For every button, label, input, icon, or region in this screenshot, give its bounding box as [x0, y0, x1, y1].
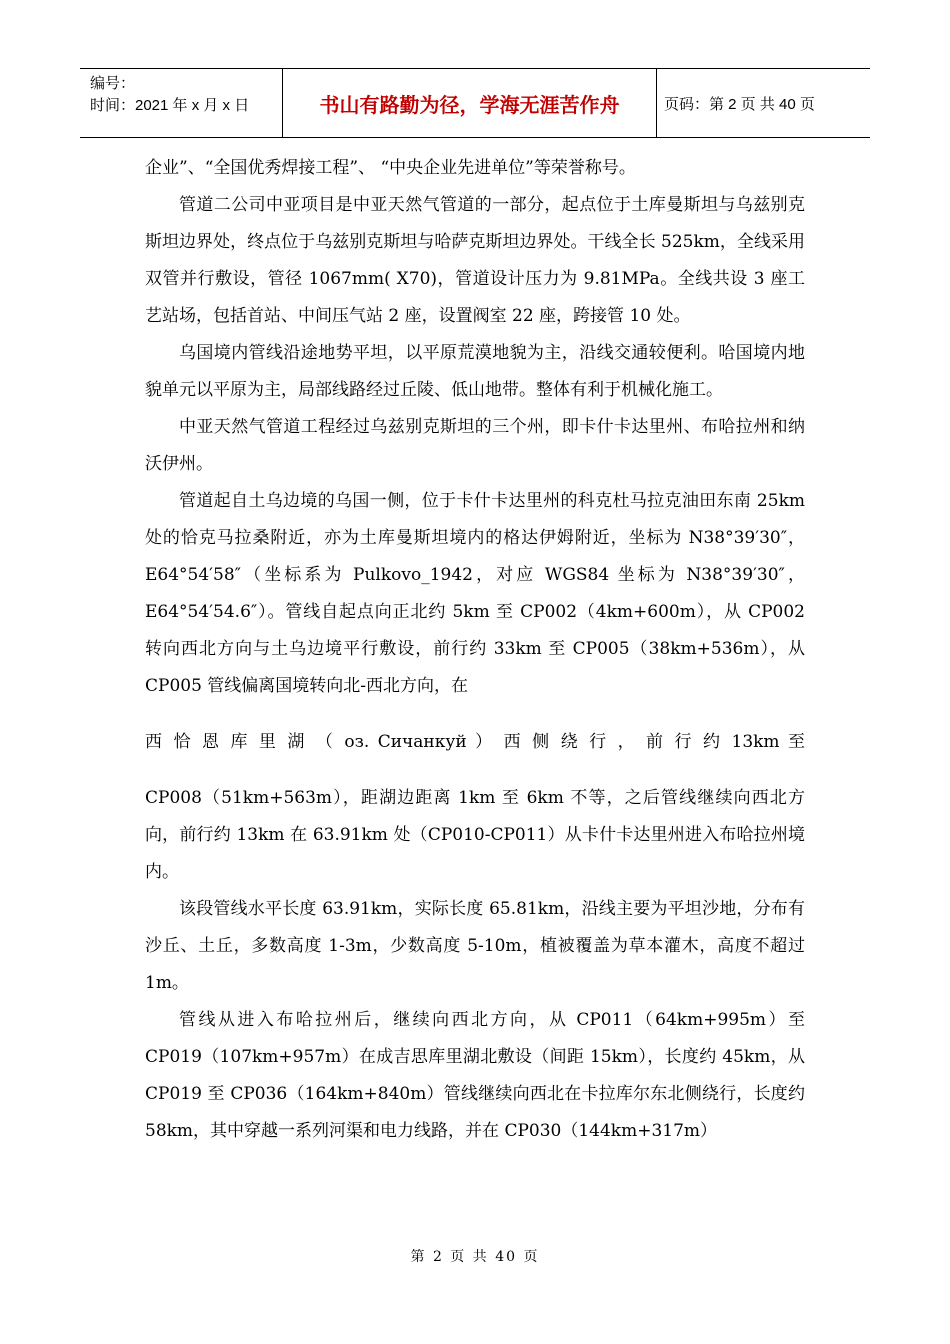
header-page-info: 页码：第 2 页 共 40 页 — [664, 95, 815, 113]
paragraph: 中亚天然气管道工程经过乌兹别克斯坦的三个州，即卡什卡达里州、布哈拉州和纳沃伊州。 — [145, 417, 805, 474]
paragraph: 乌国境内管线沿途地势平坦，以平原荒漠地貌为主，沿线交通较便利。哈国境内地貌单元以平原为主，局部线路经过丘陵、低山地带。整体有利于机械化施工。 — [145, 343, 805, 400]
header-meta — [80, 69, 283, 137]
paragraph: 管线从进入布哈拉州后，继续向西北方向，从 CP011（64km+995m）至 CP019（107km+957m）在成吉思库里湖北敷设（间距 15km），长度约 45km，从 CP019 至 CP036（164km+840m）管线继续向西北在卡拉库尔东北侧绕行，长度约 58km，其中穿越一系列河渠和电力线路，并在 CP030（144km+317m） — [145, 1010, 805, 1141]
paragraph-spread-line: 西 恰 恩 库 里 湖 （ оз. Сичанкуй ） 西 侧 绕 行 ， 前 行 约 13km 至 — [145, 732, 805, 752]
header-motto: 书山有路勤为径，学海无涯苦作舟 — [283, 69, 657, 137]
document-body — [145, 150, 805, 1150]
paragraph: 该段管线水平长度 63.91km，实际长度 65.81km，沿线主要为平坦沙地，分布有沙丘、土丘，多数高度 1-3m，少数高度 5-10m，植被覆盖为草本灌木，高度不超过 1m。 — [145, 899, 805, 993]
document-date: 时间：2021 年 x 月 x 日 — [90, 97, 250, 114]
document-number-label: 编号： — [90, 75, 136, 92]
document-header — [80, 68, 870, 138]
paragraph: CP008（51km+563m），距湖边距离 1km 至 6km 不等，之后管线继续向西北方向，前行约 13km 在 63.91km 处（CP010-CP011）从卡什卡达里州进入布哈拉州境内。 — [145, 788, 805, 882]
paragraph: 管道起自土乌边境的乌国一侧，位于卡什卡达里州的科克杜马拉克油田东南 25km 处的恰克马拉桑附近，亦为土库曼斯坦境内的格达伊姆附近，坐标为 N38°39′30″， E64°54′58″（坐标系为 Pulkovo_1942，对应 WGS84 坐标为 N38°39′30″， E64°54′54.6″）。管线自起点向正北约 5km 至 CP002（4km+600m），从 CP002 转向西北方向与土乌边境平行敷设，前行约 33km 至 CP005（38km+536m），从 CP005 管线偏离国境转向北-西北方向，在 — [145, 491, 805, 696]
paragraph: 管道二公司中亚项目是中亚天然气管道的一部分，起点位于土库曼斯坦与乌兹别克斯坦边界处，终点位于乌兹别克斯坦与哈萨克斯坦边界处。干线全长 525km，全线采用双管并行敷设，管径 1067mm( X70)，管道设计压力为 9.81MPa。全线共设 3 座工艺站场，包括首站、中间压气站 2 座，设置阀室 22 座，跨接管 10 处。 — [145, 195, 805, 326]
page-footer: 第 2 页 共 40 页 — [410, 1249, 540, 1265]
paragraph: 企业”、“全国优秀焊接工程”、 “中央企业先进单位”等荣誉称号。 — [145, 158, 636, 178]
